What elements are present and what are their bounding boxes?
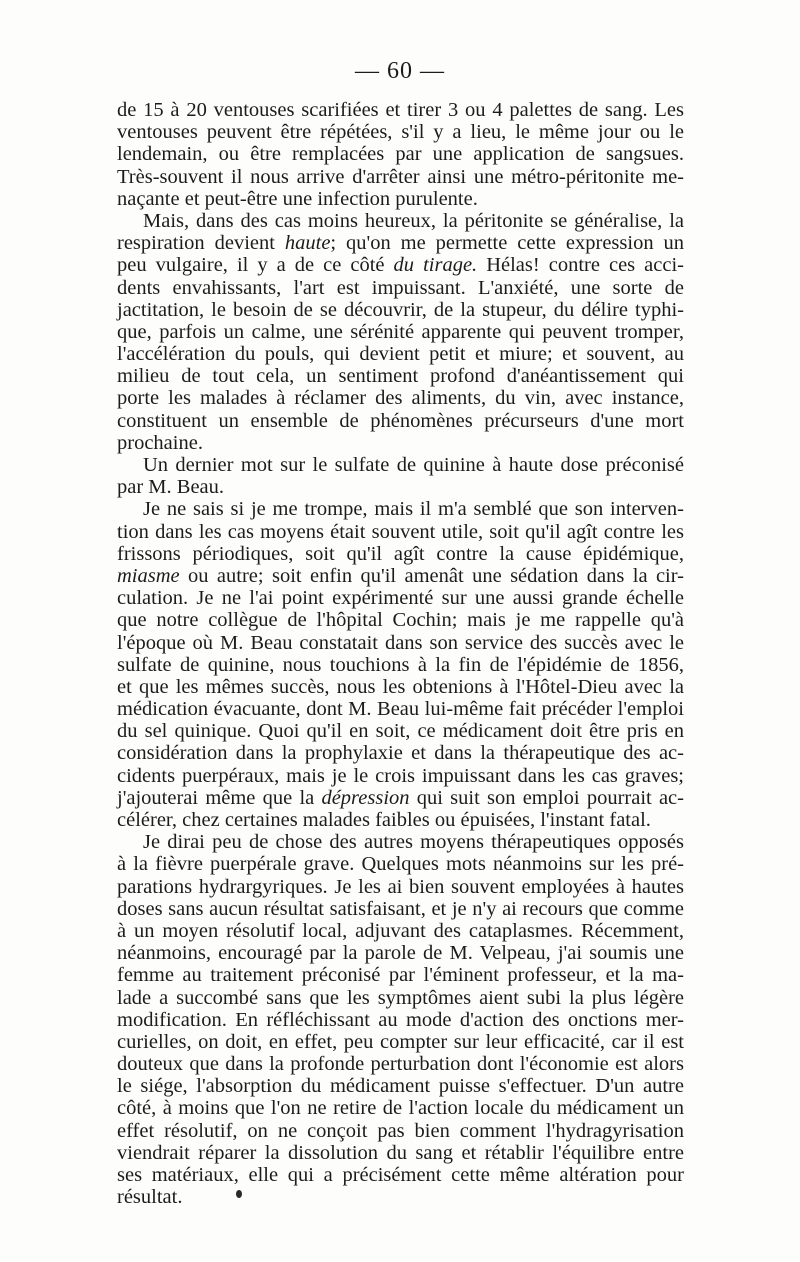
text-line: culation. Je ne l'ai point expérimenté sur une aussi grande échelle xyxy=(117,587,684,610)
emphasis: haute xyxy=(284,232,331,255)
text-line: cidents puerpéraux, mais je le crois impuissant dans les cas graves; xyxy=(117,764,684,787)
text-line: lade a succombé sans que les symptômes aient subi la plus légère xyxy=(117,986,684,1009)
text-line: ses matériaux, elle qui a précisément cette même altération pour xyxy=(117,1164,684,1186)
text-line: l'époque où M. Beau constatait dans son service des succès avec le xyxy=(117,631,684,654)
text-line: néanmoins, encouragé par la parole de M. Velpeau, j'ai soumis une xyxy=(117,942,684,965)
text-line: le siége, l'absorption du médicament puisse s'effectuer. D'un autre xyxy=(117,1075,684,1098)
text-line: que, parfois un calme, une sérénité apparente qui peuvent tromper, xyxy=(117,320,684,343)
text-line: frissons périodiques, soit qu'il agît contre la cause épidémique, xyxy=(117,542,684,565)
text-line: effet résolutif, on ne conçoit pas bien comment l'hydragyrisation xyxy=(117,1119,684,1142)
ink-speck xyxy=(236,1190,242,1198)
text-line: viendrait réparer la dissolution du sang et rétablir l'équilibre entre xyxy=(117,1141,684,1164)
text-line: lendemain, ou être remplacées par une application de sangsues. xyxy=(117,143,684,166)
text-line: milieu de tout cela, un sentiment profond d'anéantissement qui xyxy=(117,365,684,388)
text-line: à la fièvre puerpérale grave. Quelques mots néanmoins sur les pré- xyxy=(117,853,684,876)
text-line: miasme ou autre; soit enfin qu'il amenât une sédation dans la cir- xyxy=(117,564,684,587)
text-line: que notre collègue de l'hôpital Cochin; mais je me rappelle qu'à xyxy=(117,609,684,632)
text-line: douteux que dans la profonde perturbation dont l'économie est alors xyxy=(117,1053,684,1076)
text-line: Très-souvent il nous arrive d'arrêter ainsi une métro-péritonite me- xyxy=(117,165,684,188)
emphasis: dépression xyxy=(321,786,410,809)
text-line: de 15 à 20 ventouses scarifiées et tirer 3 ou 4 palettes de sang. Les xyxy=(117,99,684,121)
text-line: Je ne sais si je me trompe, mais il m'a semblé que son interven- xyxy=(143,498,684,521)
body-text xyxy=(117,99,684,1208)
text-line: modification. En réfléchissant au mode d'action des onctions mer- xyxy=(117,1008,684,1031)
text-line: Je dirai peu de chose des autres moyens thérapeutiques opposés xyxy=(143,831,684,854)
text-line: côté, à moins que l'on ne retire de l'action locale du médicament un xyxy=(117,1097,684,1120)
text-line: célérer, chez certaines malades faibles ou épuisées, l'instant fatal. xyxy=(117,809,651,831)
page-number: — 60 — xyxy=(355,58,445,84)
text-line: curielles, on doit, en effet, peu compter sur leur efficacité, car il est xyxy=(117,1030,684,1053)
text-line: porte les malades à réclamer des aliments, du vin, avec instance, xyxy=(117,387,684,410)
text-line: l'accélération du pouls, qui devient petit et miure; et souvent, au xyxy=(117,343,684,366)
text-line: prochaine. xyxy=(117,431,203,454)
text-line: à un moyen résolutif local, adjuvant des cataplasmes. Récemment, xyxy=(117,919,684,942)
text-line: résultat. xyxy=(117,1186,183,1209)
text-line: dents envahissants, l'art est impuissant. L'anxiété, une sorte de xyxy=(117,276,684,299)
text-line: doses sans aucun résultat satisfaisant, et je n'y ai recours que comme xyxy=(117,897,684,920)
text-line: du sel quinique. Quoi qu'il en soit, ce médicament doit être pris en xyxy=(117,720,684,743)
text-line: peu vulgaire, il y a de ce côté du tirage. Hélas! contre ces acci- xyxy=(117,254,684,277)
text-line: femme au traitement préconisé par l'éminent professeur, et la ma- xyxy=(117,964,684,987)
text-line: parations hydrargyriques. Je les ai bien souvent employées à hautes xyxy=(117,875,684,898)
text-line: j'ajouterai même que la dépression qui suit son emploi pourrait ac- xyxy=(117,786,684,809)
text-line: Mais, dans des cas moins heureux, la péritonite se généralise, la xyxy=(143,209,684,232)
text-line: jactitation, le besoin de se découvrir, de la stupeur, du délire typhi- xyxy=(117,298,684,321)
text-line: tion dans les cas moyens était souvent utile, soit qu'il agît contre les xyxy=(117,520,684,543)
emphasis: du tirage. xyxy=(393,254,478,277)
text-line: naçante et peut-être une infection purulente. xyxy=(117,187,478,210)
text-line: sulfate de quinine, nous touchions à la fin de l'épidémie de 1856, xyxy=(117,653,684,676)
text-line: médication évacuante, dont M. Beau lui-même fait précéder l'emploi xyxy=(117,698,684,721)
text-line: par M. Beau. xyxy=(117,476,225,499)
text-line: et que les mêmes succès, nous les obtenions à l'Hôtel-Dieu avec la xyxy=(117,675,684,698)
text-line: Un dernier mot sur le sulfate de quinine à haute dose préconisé xyxy=(143,454,684,476)
text-line: respiration devient haute; qu'on me permette cette expression un xyxy=(117,232,684,255)
text-line: considération dans la prophylaxie et dans la thérapeutique des ac- xyxy=(117,742,684,765)
emphasis: miasme xyxy=(117,564,180,587)
text-line: constituent un ensemble de phénomènes précurseurs d'une mort xyxy=(117,409,684,432)
text-line: ventouses peuvent être répétées, s'il y a lieu, le même jour ou le xyxy=(117,121,684,144)
